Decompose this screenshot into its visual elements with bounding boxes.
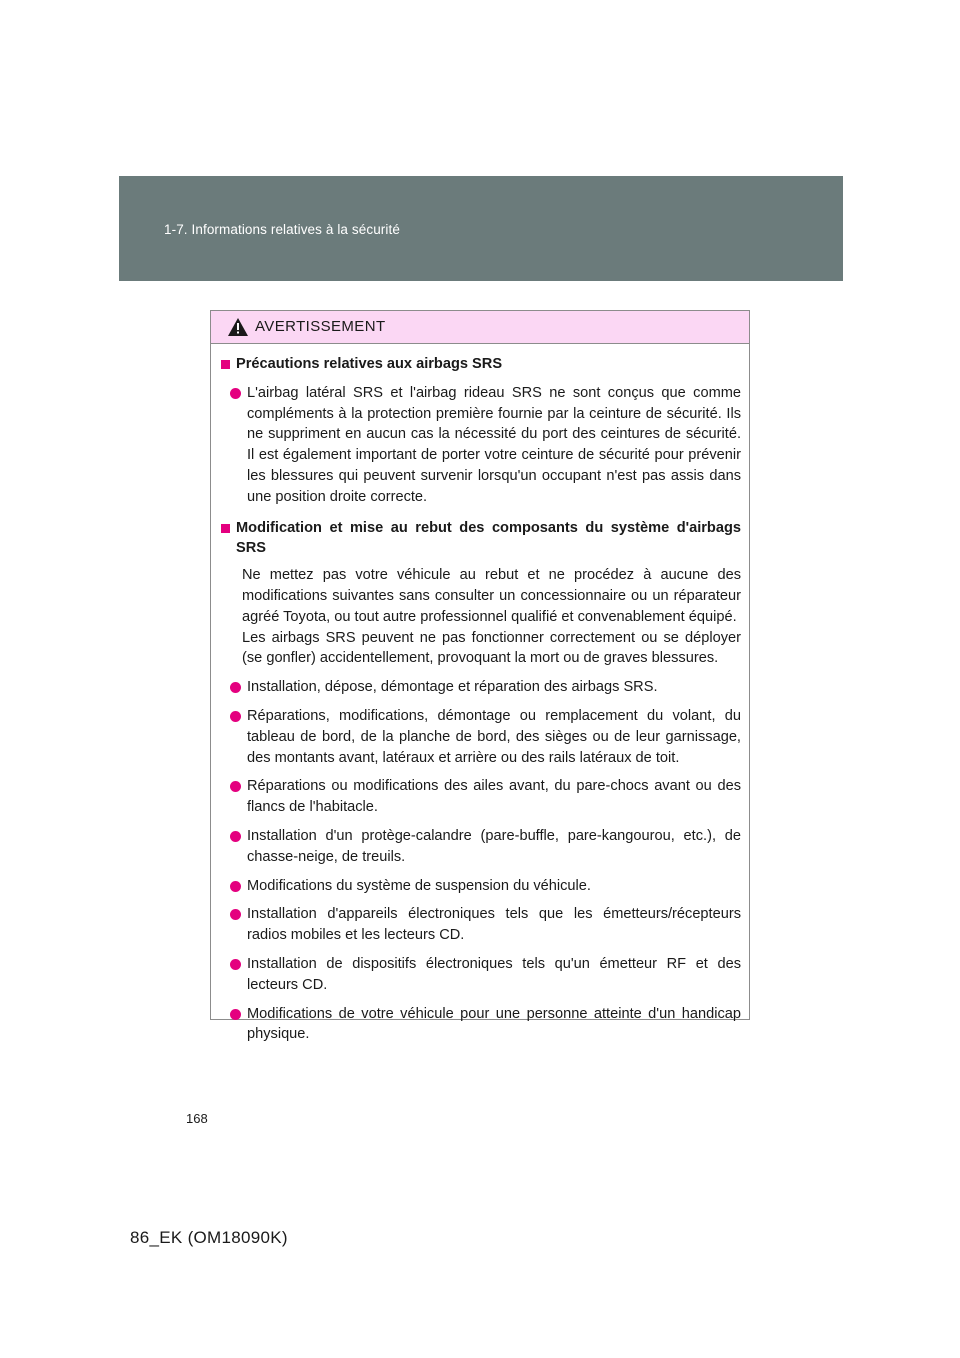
warning-header (211, 311, 749, 344)
list-item: Installation, dépose, démontage et réparation des airbags SRS. (230, 677, 741, 698)
page-number: 168 (186, 1111, 208, 1126)
list-item: Installation d'appareils électroniques tels que les émetteurs/récepteurs radios mobiles et les lecteurs CD. (230, 904, 741, 946)
chapter-title: 1-7. Informations relatives à la sécurité (164, 222, 400, 237)
section-paragraph: Les airbags SRS peuvent ne pas fonctionner correctement ou se déployer (se gonfler) accidentellement, provoquant la mort ou de graves blessures. (242, 629, 741, 667)
list-item: Installation d'un protège-calandre (pare-buffle, pare-kangourou, etc.), de chasse-neige, de treuils. (230, 826, 741, 868)
list-item: Réparations, modifications, démontage ou remplacement du volant, du tableau de bord, de la planche de bord, des sièges ou de leur garnissage, des montants avant, latéraux et arrière ou des rails latéraux de toit. (230, 706, 741, 768)
list-item: Modifications du système de suspension du véhicule. (230, 876, 741, 897)
list-item: Réparations ou modifications des ailes avant, du pare-chocs avant ou des flancs de l'habitacle. (230, 776, 741, 818)
circle-bullet-icon (230, 1009, 241, 1020)
list-item: Modifications de votre véhicule pour une personne atteinte d'un handicap physique. (230, 1004, 741, 1046)
section-paragraph: Ne mettez pas votre véhicule au rebut et ne procédez à aucune des modifications suivantes sans consulter un concessionnaire ou un réparateur agréé Toyota, ou tout autre professionnel qualifié et convenablement équipé. (242, 567, 741, 625)
circle-bullet-icon (230, 959, 241, 970)
warning-body (211, 344, 749, 1045)
circle-bullet-icon (230, 388, 241, 399)
chapter-header-band (119, 176, 843, 281)
circle-bullet-icon (230, 781, 241, 792)
circle-bullet-icon (230, 682, 241, 693)
square-bullet-icon (221, 360, 230, 369)
section-heading: Modification et mise au rebut des composants du système d'airbags SRS (220, 518, 741, 560)
warning-triangle-icon (227, 317, 249, 337)
list-item: L'airbag latéral SRS et l'airbag rideau SRS ne sont conçus que comme compléments à la protection première fournie par la ceinture de sécurité. Ils ne suppriment en aucun cas la nécessité du port des ceintures de sécurité. Il est également important de porter votre ceinture de sécurité pour prévenir les blessures qui peuvent survenir lorsqu'un occupant n'est pas assis dans une position droite correcte. (230, 383, 741, 508)
circle-bullet-icon (230, 831, 241, 842)
circle-bullet-icon (230, 881, 241, 892)
circle-bullet-icon (230, 711, 241, 722)
list-item: Installation de dispositifs électroniques tels qu'un émetteur RF et des lecteurs CD. (230, 954, 741, 996)
document-code: 86_EK (OM18090K) (130, 1228, 288, 1247)
warning-title: AVERTISSEMENT (255, 318, 386, 335)
square-bullet-icon (221, 524, 230, 533)
warning-box (210, 310, 750, 1043)
section-heading: Précautions relatives aux airbags SRS (220, 354, 741, 375)
circle-bullet-icon (230, 909, 241, 920)
